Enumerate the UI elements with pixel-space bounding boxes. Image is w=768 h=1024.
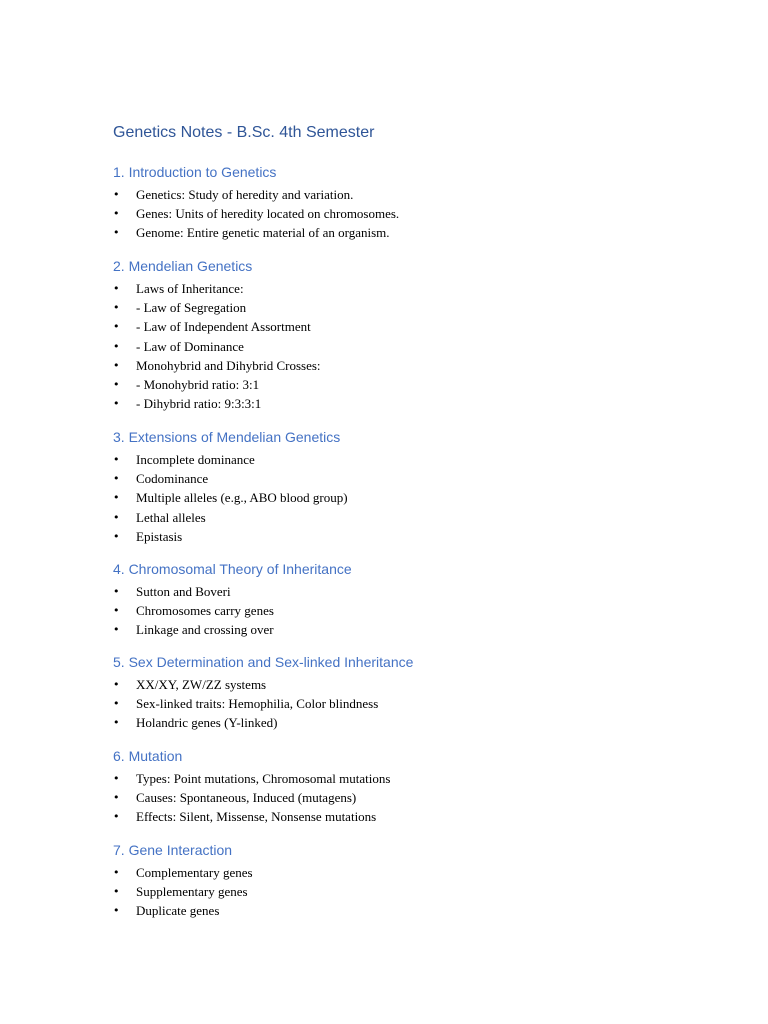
bullet-icon: • [113, 716, 120, 730]
bullet-icon: • [113, 282, 120, 295]
section-heading: 1. Introduction to Genetics [113, 164, 277, 180]
bullet-icon: • [113, 320, 120, 334]
list-item-text: Chromosomes carry genes [136, 603, 274, 619]
section-sex-determination [113, 652, 713, 733]
bullet-list [113, 582, 713, 640]
bullet-icon: • [113, 623, 120, 637]
section-heading: 3. Extensions of Mendelian Genetics [113, 429, 341, 445]
bullet-icon: • [113, 885, 120, 899]
bullet-icon: • [113, 453, 120, 466]
bullet-icon: • [113, 397, 120, 411]
list-item-text: Complementary genes [136, 865, 253, 880]
list-item [113, 394, 713, 413]
list-item-text: Laws of Inheritance: [136, 281, 244, 296]
list-item [113, 488, 713, 507]
list-item [113, 527, 713, 546]
list-item-text: Sutton and Boveri [136, 584, 231, 599]
list-item [113, 317, 713, 336]
bullet-icon: • [113, 529, 120, 543]
bullet-icon: • [113, 207, 120, 221]
list-item [113, 375, 713, 394]
bullet-icon: • [113, 585, 120, 598]
list-item [113, 769, 713, 788]
list-item [113, 601, 713, 620]
section-gene-interaction [113, 840, 713, 921]
bullet-icon: • [113, 678, 120, 691]
document-title: Genetics Notes - B.Sc. 4th Semester [113, 124, 375, 141]
list-item [113, 863, 713, 882]
bullet-icon: • [113, 791, 120, 805]
section-mendelian-genetics [113, 256, 713, 413]
list-item [113, 508, 713, 527]
list-item [113, 694, 713, 713]
list-item [113, 713, 713, 732]
list-item-text: XX/XY, ZW/ZZ systems [136, 677, 267, 692]
section-extensions-of-mendelian-genetics [113, 427, 713, 546]
list-item-text: Types: Point mutations, Chromosomal mutations [136, 771, 391, 786]
list-item [113, 620, 713, 639]
bullet-icon: • [113, 301, 120, 315]
list-item-text: Monohybrid and Dihybrid Crosses: [136, 357, 321, 373]
bullet-list [113, 279, 713, 413]
list-item-text: - Law of Segregation [136, 300, 247, 316]
section-heading: 2. Mendelian Genetics [113, 258, 253, 274]
list-item [113, 337, 713, 356]
list-item-text: Causes: Spontaneous, Induced (mutagens) [136, 790, 357, 806]
section-heading: 6. Mutation [113, 748, 183, 764]
section-introduction-to-genetics [113, 162, 713, 243]
list-item [113, 901, 713, 920]
list-item-text: Linkage and crossing over [136, 622, 274, 638]
list-item [113, 185, 713, 204]
list-item-text: - Monohybrid ratio: 3:1 [136, 376, 260, 392]
bullet-icon: • [113, 226, 120, 240]
list-item-text: Incomplete dominance [136, 452, 255, 467]
section-heading: 7. Gene Interaction [113, 842, 233, 858]
list-item-text: Effects: Silent, Missense, Nonsense mutations [136, 809, 377, 825]
bullet-list [113, 450, 713, 546]
list-item-text: - Law of Dominance [136, 338, 244, 354]
list-item [113, 788, 713, 807]
list-item-text: Epistasis [136, 528, 183, 544]
bullet-icon: • [113, 866, 120, 879]
bullet-icon: • [113, 810, 120, 824]
bullet-icon: • [113, 604, 120, 618]
bullet-icon: • [113, 358, 120, 372]
list-item [113, 204, 713, 223]
bullet-list [113, 675, 713, 733]
list-item-text: Genetics: Study of heredity and variation. [136, 187, 354, 202]
section-mutation [113, 746, 713, 827]
bullet-icon: • [113, 491, 120, 505]
list-item [113, 356, 713, 375]
list-item [113, 807, 713, 826]
list-item-text: Duplicate genes [136, 903, 220, 919]
list-item-text: - Law of Independent Assortment [136, 319, 311, 335]
bullet-icon: • [113, 772, 120, 785]
bullet-icon: • [113, 377, 120, 391]
list-item [113, 223, 713, 242]
list-item [113, 675, 713, 694]
bullet-icon: • [113, 188, 120, 201]
list-item [113, 882, 713, 901]
bullet-list [113, 769, 713, 827]
list-item-text: - Dihybrid ratio: 9:3:3:1 [136, 396, 262, 412]
list-item-text: Multiple alleles (e.g., ABO blood group) [136, 490, 348, 506]
list-item-text: Codominance [136, 471, 209, 487]
list-item-text: Supplementary genes [136, 884, 248, 900]
list-item-text: Genome: Entire genetic material of an organism. [136, 225, 390, 241]
list-item-text: Genes: Units of heredity located on chromosomes. [136, 206, 400, 222]
list-item [113, 298, 713, 317]
list-item-text: Sex-linked traits: Hemophilia, Color blindness [136, 696, 379, 712]
bullet-list [113, 863, 713, 921]
list-item [113, 279, 713, 298]
bullet-icon: • [113, 472, 120, 486]
list-item [113, 582, 713, 601]
list-item [113, 469, 713, 488]
list-item-text: Holandric genes (Y-linked) [136, 715, 278, 731]
list-item [113, 450, 713, 469]
bullet-icon: • [113, 339, 120, 353]
section-heading: 4. Chromosomal Theory of Inheritance [113, 561, 352, 577]
bullet-icon: • [113, 697, 120, 711]
bullet-list [113, 185, 713, 243]
section-heading: 5. Sex Determination and Sex-linked Inheritance [113, 654, 414, 670]
bullet-icon: • [113, 904, 120, 918]
section-chromosomal-theory-of-inheritance [113, 559, 713, 640]
bullet-icon: • [113, 510, 120, 524]
list-item-text: Lethal alleles [136, 509, 206, 525]
